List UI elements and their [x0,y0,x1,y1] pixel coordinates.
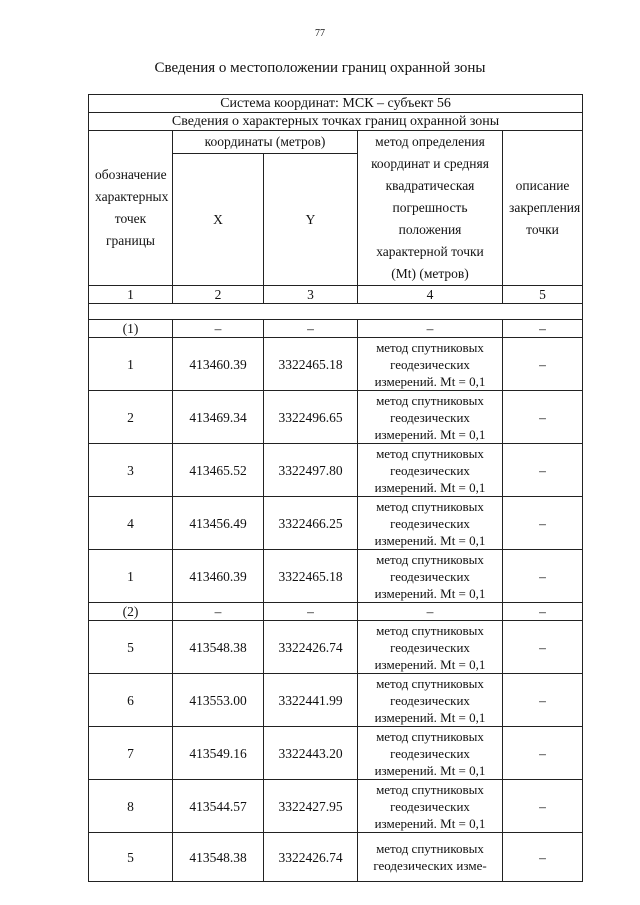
x-cell: 413465.52 [173,444,264,497]
y-cell: 3322426.74 [264,621,358,674]
coordinate-system-row [89,95,583,113]
header-description-text: описание закрепления точки [509,178,581,237]
x-cell: 413456.49 [173,497,264,550]
y-cell: 3322443.20 [264,727,358,780]
method-cell [358,674,503,727]
group-label: (2) [89,603,173,621]
header-point-designation-text: обозначение характерных точек границы [95,167,169,248]
method-cell [358,338,503,391]
method-cell [358,833,503,882]
group-dash: – [358,320,503,338]
column-number-row [89,286,583,304]
description-cell: – [503,550,583,603]
point-cell: 2 [89,391,173,444]
x-cell: 413548.38 [173,621,264,674]
point-cell: 1 [89,550,173,603]
group-dash: – [503,320,583,338]
method-text: метод спутниковых геодезических измерений. Mt = 0,1 [374,728,486,778]
table-row [89,727,583,780]
point-cell: 4 [89,497,173,550]
y-cell: 3322441.99 [264,674,358,727]
table-row [89,674,583,727]
group-row [89,320,583,338]
group-label: (1) [89,320,173,338]
header-x: X [173,153,264,285]
column-number: 3 [264,286,358,304]
coordinate-system-cell: Система координат: МСК – субъект 56 [89,95,583,113]
header-point-designation [89,131,173,286]
method-cell [358,497,503,550]
description-cell: – [503,497,583,550]
points-header-cell: Сведения о характерных точках границ охранной зоны [89,113,583,131]
table-row [89,444,583,497]
group-dash: – [173,320,264,338]
point-cell: 7 [89,727,173,780]
x-cell: 413469.34 [173,391,264,444]
table-row [89,780,583,833]
spacer-cell [89,304,583,320]
point-cell: 3 [89,444,173,497]
description-cell: – [503,833,583,882]
description-cell: – [503,621,583,674]
header-method-text: метод определения координат и средняя квадратическая погрешность положения характерной точки (Mt) (метров) [371,134,489,281]
description-cell: – [503,727,583,780]
header-method [358,131,503,286]
column-number: 5 [503,286,583,304]
method-text: метод спутниковых геодезических измерений. Mt = 0,1 [374,498,486,548]
group-row [89,603,583,621]
y-cell: 3322426.74 [264,833,358,882]
method-cell [358,444,503,497]
description-cell: – [503,674,583,727]
x-cell: 413460.39 [173,550,264,603]
header-y: Y [264,153,358,285]
y-cell: 3322465.18 [264,338,358,391]
group-dash: – [503,603,583,621]
x-cell: 413548.38 [173,833,264,882]
method-text: метод спутниковых геодезических измерений. Mt = 0,1 [374,551,486,601]
point-cell: 5 [89,833,173,882]
table-row [89,550,583,603]
y-cell: 3322496.65 [264,391,358,444]
method-cell [358,780,503,833]
method-text: метод спутниковых геодезических измерений. Mt = 0,1 [374,445,486,495]
column-header-row [89,131,583,154]
method-text: метод спутниковых геодезических измерений. Mt = 0,1 [374,675,486,725]
y-cell: 3322465.18 [264,550,358,603]
y-cell: 3322466.25 [264,497,358,550]
method-cell [358,391,503,444]
point-cell: 6 [89,674,173,727]
point-cell: 1 [89,338,173,391]
group-dash: – [264,603,358,621]
page-number: 77 [315,28,325,39]
header-coordinates: координаты (метров) [173,131,358,154]
group-dash: – [264,320,358,338]
method-cell [358,621,503,674]
points-header-row [89,113,583,131]
y-cell: 3322497.80 [264,444,358,497]
method-text: метод спутниковых геодезических измерений. Mt = 0,1 [374,781,486,831]
spacer-row [89,304,583,320]
table-row [89,338,583,391]
point-cell: 8 [89,780,173,833]
group-dash: – [173,603,264,621]
method-text: метод спутниковых геодезических изме- [373,841,487,873]
point-cell: 5 [89,621,173,674]
column-number: 2 [173,286,264,304]
column-number: 4 [358,286,503,304]
table-row [89,391,583,444]
method-text: метод спутниковых геодезических измерений. Mt = 0,1 [374,339,486,389]
description-cell: – [503,391,583,444]
x-cell: 413549.16 [173,727,264,780]
x-cell: 413460.39 [173,338,264,391]
x-cell: 413553.00 [173,674,264,727]
x-cell: 413544.57 [173,780,264,833]
boundary-points-table [88,94,583,882]
group-dash: – [358,603,503,621]
header-description [503,131,583,286]
method-cell [358,727,503,780]
description-cell: – [503,444,583,497]
table-row [89,497,583,550]
description-cell: – [503,780,583,833]
y-cell: 3322427.95 [264,780,358,833]
document-title: Сведения о местоположении границ охранной зоны [154,60,486,76]
table-row [89,833,583,882]
column-number: 1 [89,286,173,304]
table-row [89,621,583,674]
method-text: метод спутниковых геодезических измерений. Mt = 0,1 [374,622,486,672]
method-cell [358,550,503,603]
method-text: метод спутниковых геодезических измерений. Mt = 0,1 [374,392,486,442]
description-cell: – [503,338,583,391]
